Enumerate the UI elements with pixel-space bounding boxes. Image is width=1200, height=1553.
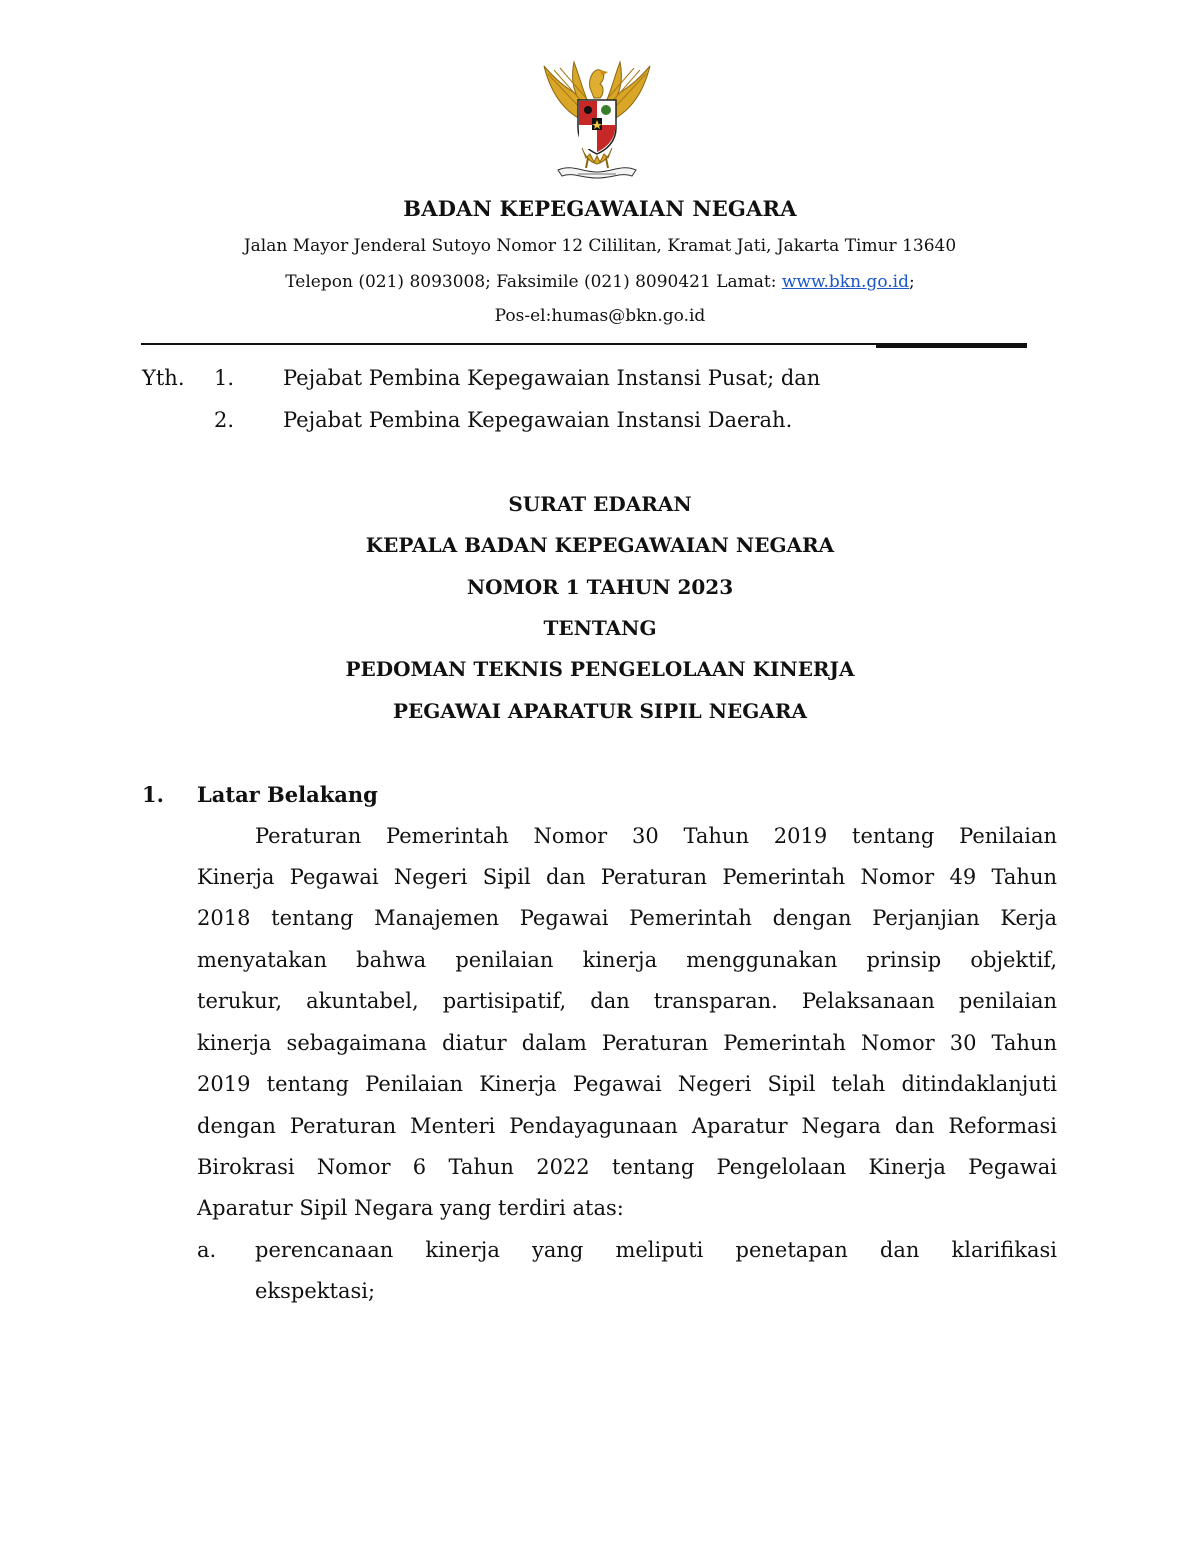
- recipient-label: Yth.: [142, 366, 185, 390]
- section-heading: Latar Belakang: [197, 782, 378, 807]
- email-line: Pos-el:humas@bkn.go.id: [494, 306, 706, 326]
- subject-title-line-1: PEDOMAN TEKNIS PENGELOLAAN KINERJA: [345, 657, 855, 681]
- document-type-title: SURAT EDARAN: [508, 492, 692, 516]
- paragraph-line: dengan Peraturan Menteri Pendayagunaan Aparatur Negara dan Reformasi: [197, 1114, 1057, 1138]
- recipient-number: 1.: [214, 366, 235, 390]
- recipient-text: Pejabat Pembina Kepegawaian Instansi Daerah.: [283, 408, 793, 432]
- phone-suffix: ;: [908, 272, 915, 292]
- subject-title-line-2: PEGAWAI APARATUR SIPIL NEGARA: [393, 699, 807, 723]
- number-title: NOMOR 1 TAHUN 2023: [466, 575, 734, 599]
- organization-name: BADAN KEPEGAWAIAN NEGARA: [403, 196, 797, 221]
- list-item-line: ekspektasi;: [255, 1279, 376, 1303]
- about-title: TENTANG: [543, 616, 657, 640]
- issuer-title: KEPALA BADAN KEPEGAWAIAN NEGARA: [365, 533, 835, 557]
- phone-fax-text: Telepon (021) 8093008; Faksimile (021) 8090421 Lamat:: [285, 272, 782, 292]
- recipient-number: 2.: [214, 408, 235, 432]
- paragraph-line: kinerja sebagaimana diatur dalam Peraturan Pemerintah Nomor 30 Tahun: [197, 1031, 1057, 1055]
- paragraph-line: terukur, akuntabel, partisipatif, dan transparan. Pelaksanaan penilaian: [197, 989, 1057, 1013]
- website-link[interactable]: www.bkn.go.id: [781, 272, 909, 292]
- paragraph-line: 2018 tentang Manajemen Pegawai Pemerintah dengan Perjanjian Kerja: [197, 906, 1057, 930]
- paragraph-line: 2019 tentang Penilaian Kinerja Pegawai Negeri Sipil telah ditindaklanjuti: [197, 1072, 1057, 1096]
- list-item-line: perencanaan kinerja yang meliputi penetapan dan klarifikasi: [255, 1238, 1057, 1262]
- recipient-text: Pejabat Pembina Kepegawaian Instansi Pusat; dan: [283, 366, 821, 390]
- paragraph-line: Peraturan Pemerintah Nomor 30 Tahun 2019 tentang Penilaian: [255, 824, 1057, 848]
- paragraph-line: Kinerja Pegawai Negeri Sipil dan Peraturan Pemerintah Nomor 49 Tahun: [197, 865, 1057, 889]
- garuda-emblem: [538, 58, 656, 183]
- address-line: Jalan Mayor Jenderal Sutoyo Nomor 12 Cililitan, Kramat Jati, Jakarta Timur 13640: [243, 236, 957, 256]
- paragraph-line: Aparatur Sipil Negara yang terdiri atas:: [197, 1196, 624, 1220]
- paragraph-line: menyatakan bahwa penilaian kinerja menggunakan prinsip objektif,: [197, 948, 1057, 972]
- letterhead-divider-thick: [876, 344, 1027, 348]
- section-number: 1.: [142, 782, 164, 807]
- paragraph-line: Birokrasi Nomor 6 Tahun 2022 tentang Pengelolaan Kinerja Pegawai: [197, 1155, 1057, 1179]
- list-item-marker: a.: [197, 1238, 217, 1262]
- contact-line: [0, 272, 1200, 292]
